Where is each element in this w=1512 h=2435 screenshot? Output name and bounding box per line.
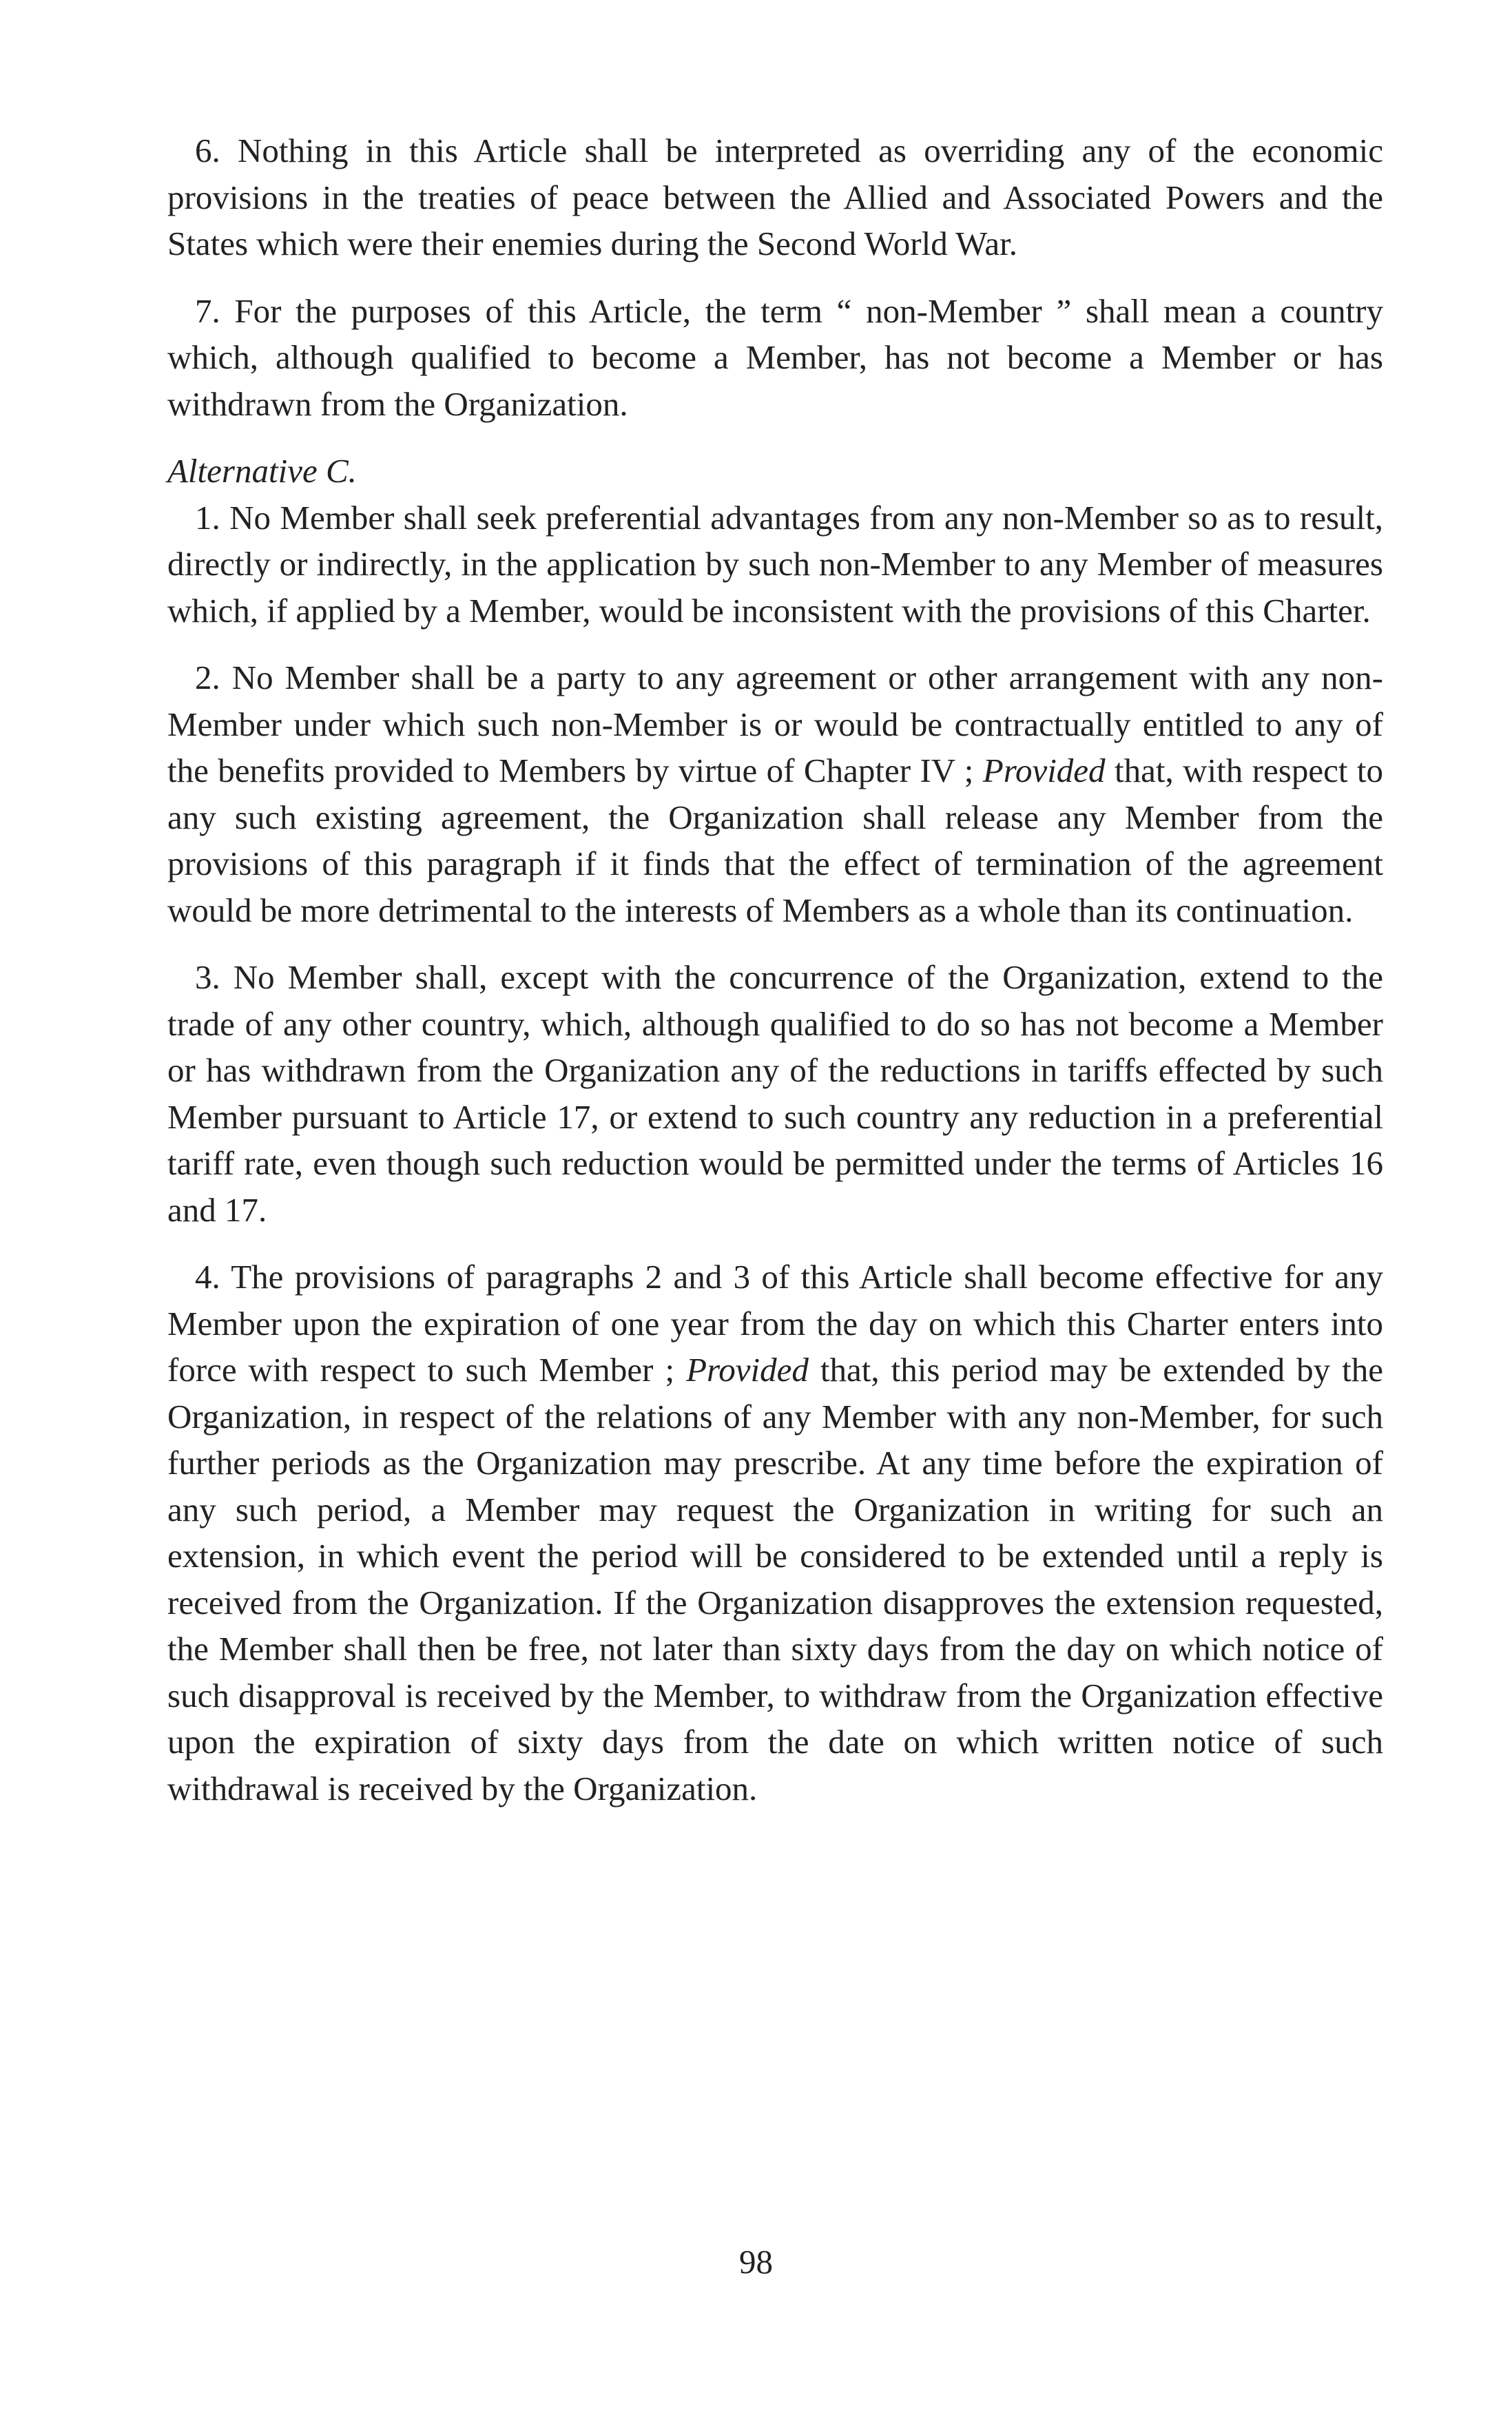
- paragraph-c3: 3. No Member shall, except with the concurrence of the Organization, extend to the trade of any other country, which, although qualified to do so has not become a Member or has withdrawn from the Organization any of the reductions in tariffs effected by such Member pursuant to Article 17, or extend to such country any reduction in a preferential tariff rate, even though such reduction would be permitted under the terms of Articles 16 and 17.: [167, 958, 1383, 1229]
- paragraph-c4-provided: Provided: [686, 1351, 809, 1389]
- document-body: [167, 127, 1383, 1832]
- page-number: 98: [739, 2243, 773, 2281]
- paragraph-c2-provided: Provided: [982, 752, 1106, 789]
- paragraph-c1: 1. No Member shall seek preferential advantages from any non-Member so as to result, directly or indirectly, in the application by such non-Member to any Member of measures which, if applied by a Member, would be inconsistent with the provisions of this Charter.: [167, 498, 1383, 630]
- paragraph-c4: [167, 1254, 1383, 1812]
- alternative-c-heading: Alternative C.: [167, 452, 357, 490]
- paragraph-c4-text-a: 4. The provisions of paragraphs 2 and 3 of this Article shall become effective for any Member upon the expiration of one year from the day on which this Charter enters into force with respect to such Member ;: [167, 1258, 1383, 1389]
- paragraph-7: 7. For the purposes of this Article, the term “ non-Member ” shall mean a country which, although qualified to become a Member, has not become a Member or has withdrawn from the Organization.: [167, 291, 1383, 423]
- paragraph-c2-text-a: 2. No Member shall be a party to any agreement or other arrangement with any non-Member under which such non-Member is or would be contractually entitled to any of the benefits provided to Members by virtue of Chapter IV ;: [167, 659, 1383, 789]
- paragraph-c2-text-b: that, with respect to any such existing agreement, the Organization shall release any Member from the provisions of this paragraph if it finds that the effect of termination of the agreement would be more detrimental to the interests of Members as a whole than its continuation.: [167, 752, 1383, 929]
- paragraph-c2: [167, 654, 1383, 933]
- paragraph-c4-text-b: that, this period may be extended by the Organization, in respect of the relations of any Member with any non-Member, for such further periods as the Organization may prescribe. At any time before the expiration of any such period, a Member may request the Organization in writing for such an extension, in which event the period will be considered to be extended until a reply is received from the Organization. If the Organization disapproves the extension requested, the Member shall then be free, not later than sixty days from the day on which notice of such disapproval is received by the Member, to withdraw from the Organization effective upon the expiration of sixty days from the date on which written notice of such withdrawal is received by the Organization.: [167, 1351, 1383, 1807]
- paragraph-6: 6. Nothing in this Article shall be interpreted as overriding any of the economic provisions in the treaties of peace between the Allied and Associated Powers and the States which were their enemies during the Second World War.: [167, 132, 1383, 262]
